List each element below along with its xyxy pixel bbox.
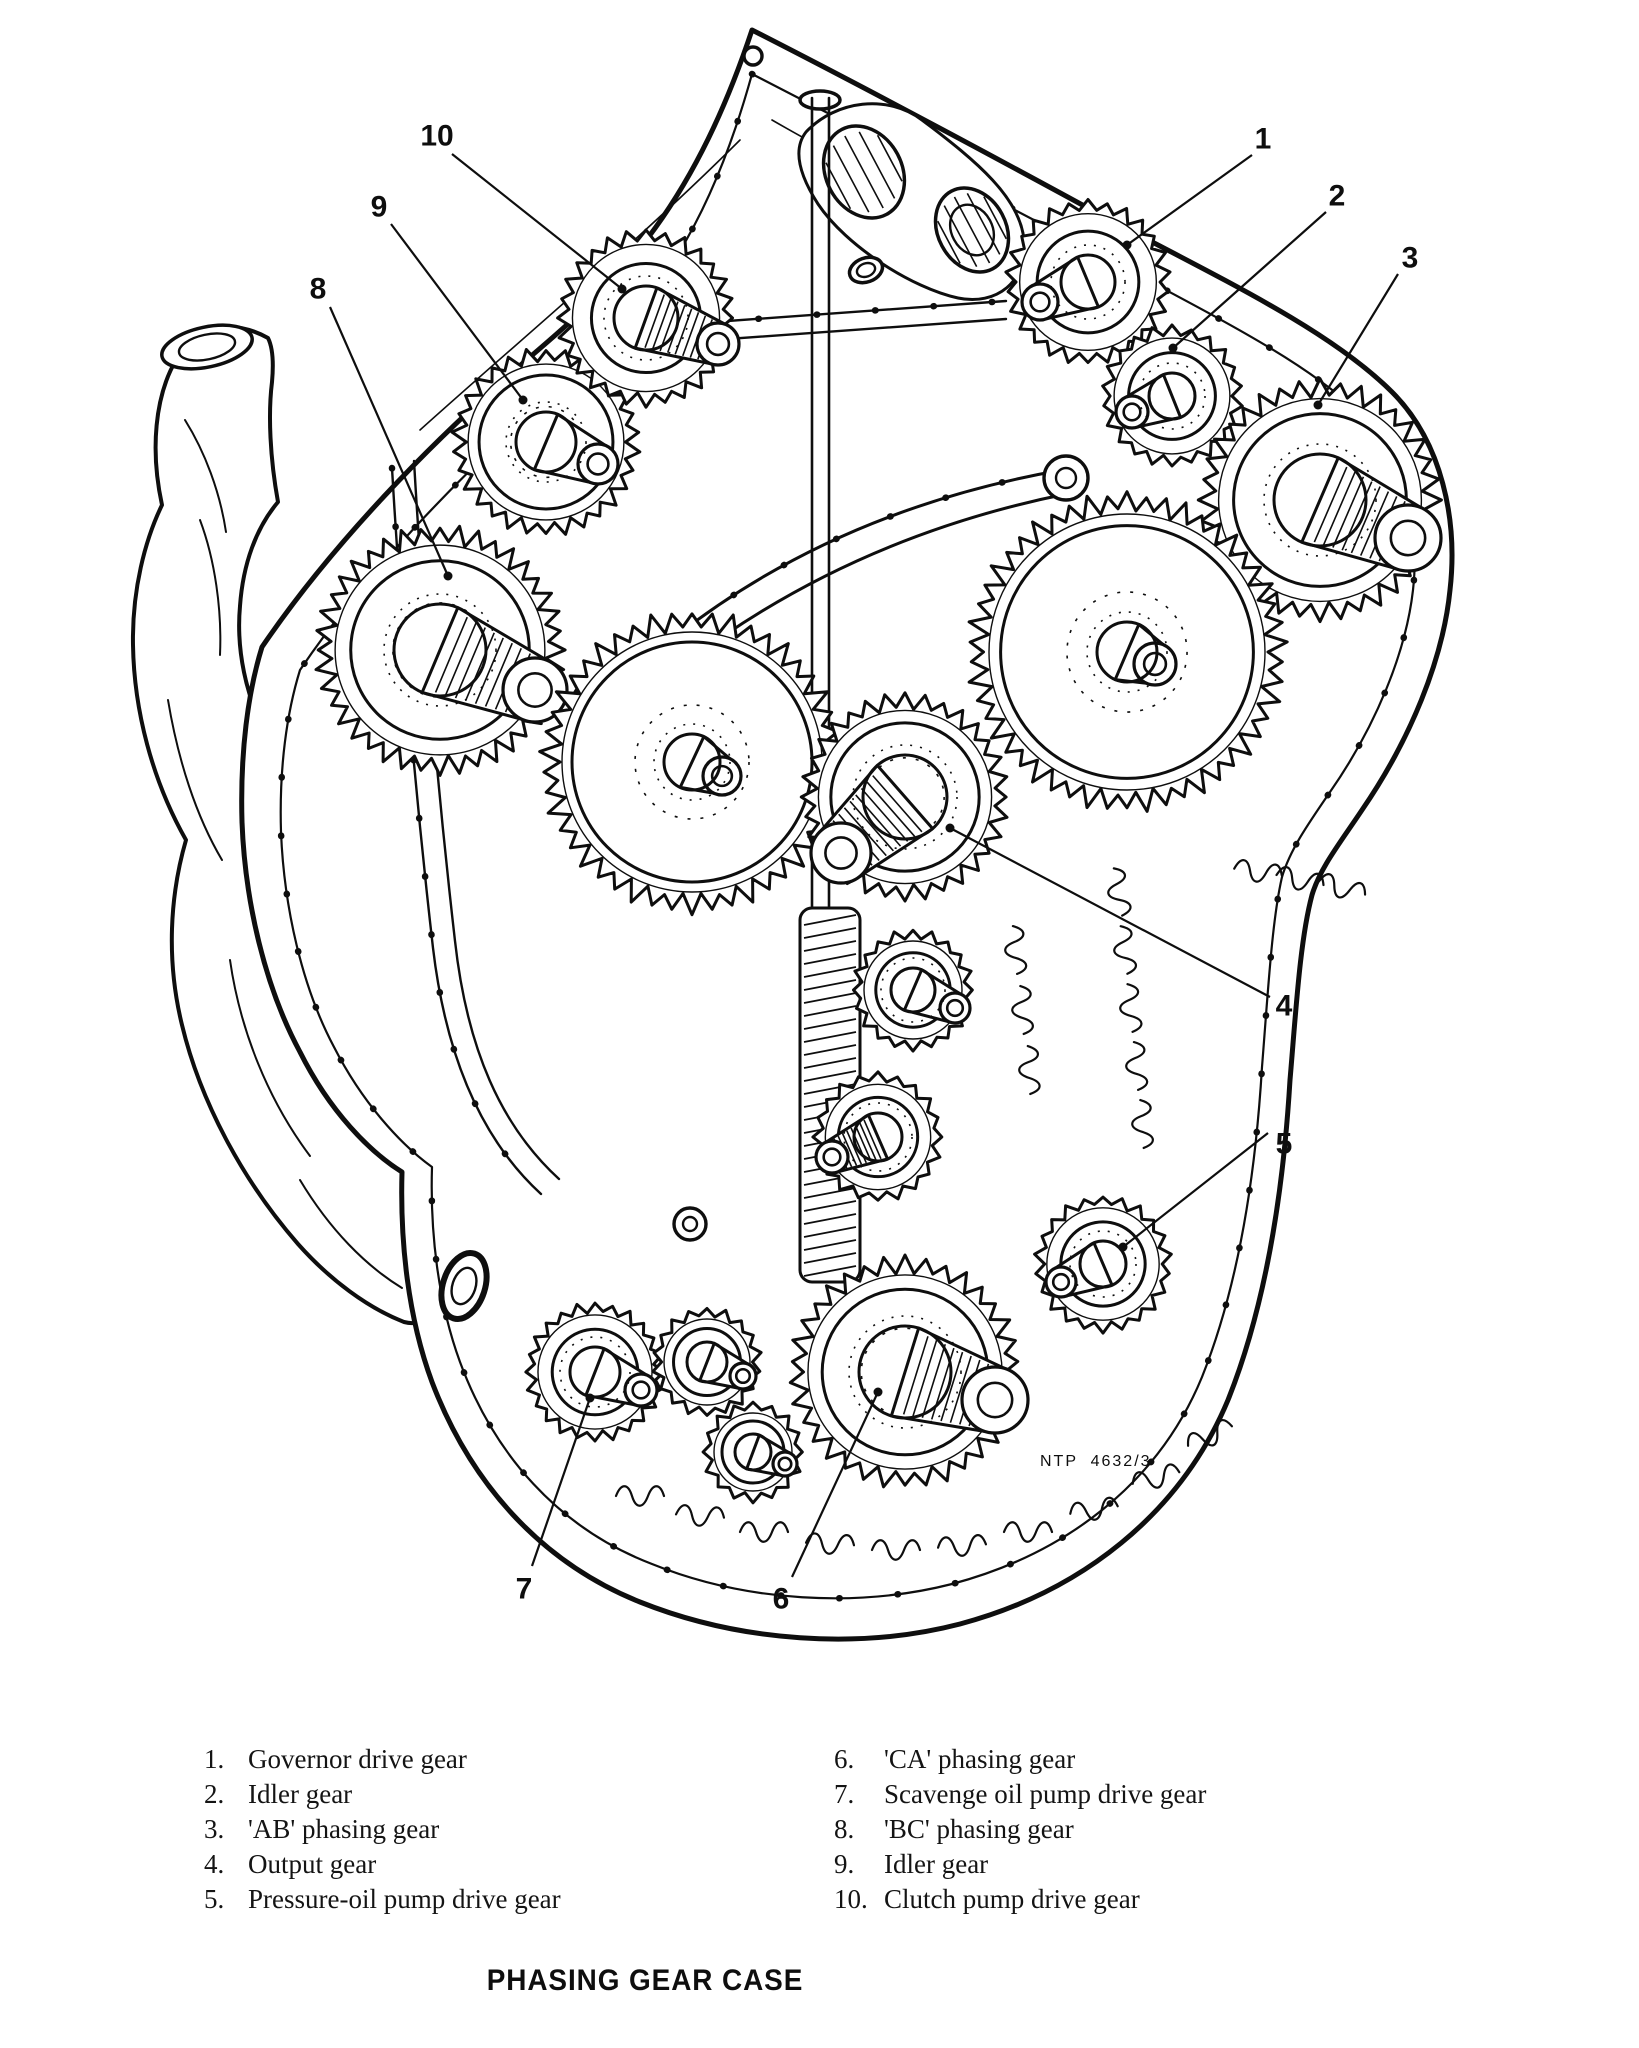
legend-item-number: 1. — [204, 1744, 225, 1774]
figure-title: PHASING GEAR CASE — [486, 1964, 804, 1997]
legend-column-right — [834, 1742, 1534, 1917]
legend-item-number: 5. — [204, 1884, 225, 1914]
callout-number-6: 6 — [772, 1582, 790, 1616]
callout-number-4: 4 — [1275, 989, 1293, 1023]
callout-number-9: 9 — [370, 190, 388, 224]
legend-item-label: Scavenge oil pump drive gear — [884, 1779, 1207, 1809]
legend-item-number: 3. — [204, 1814, 225, 1844]
legend-item-number: 10. — [834, 1884, 868, 1914]
legend-item-label: 'CA' phasing gear — [884, 1744, 1076, 1774]
legend-item-label: Idler gear — [248, 1779, 353, 1809]
legend-item — [204, 1742, 764, 1777]
legend-item — [834, 1742, 1534, 1777]
legend-item — [834, 1812, 1534, 1847]
eye-boss — [744, 47, 762, 65]
legend-item-label: Output gear — [248, 1849, 377, 1879]
callout-number-5: 5 — [1275, 1127, 1293, 1161]
legend-item-number: 9. — [834, 1849, 855, 1879]
eye-boss — [1044, 456, 1088, 500]
callout-number-8: 8 — [309, 272, 327, 306]
scavenge-oil-pump-drive-gear-7 — [526, 1303, 664, 1441]
legend-item-label: Pressure-oil pump drive gear — [248, 1884, 561, 1914]
callout-10 — [420, 120, 626, 294]
legend-item — [834, 1847, 1534, 1882]
legend-item — [204, 1847, 764, 1882]
legend-item-label: 'BC' phasing gear — [884, 1814, 1074, 1844]
callout-1 — [1123, 123, 1272, 250]
drawing-ref: NTP 4632/3 — [1040, 1453, 1152, 1470]
legend-item-number: 2. — [204, 1779, 225, 1809]
eye-boss — [674, 1208, 706, 1240]
legend-item — [834, 1882, 1534, 1917]
callout-number-7: 7 — [515, 1572, 533, 1606]
legend-item-number: 6. — [834, 1744, 855, 1774]
legend-item-number: 8. — [834, 1814, 855, 1844]
callout-number-3: 3 — [1401, 241, 1419, 275]
legend-column-left — [204, 1742, 764, 1917]
legend-item — [204, 1777, 764, 1812]
idler-gear-bottom-right — [703, 1402, 802, 1503]
legend-item — [204, 1882, 764, 1917]
legend-item-label: Governor drive gear — [248, 1744, 467, 1774]
output-gear-4 — [801, 693, 1007, 901]
callout-number-1: 1 — [1254, 122, 1272, 156]
legend-item-number: 7. — [834, 1779, 855, 1809]
callout-number-10: 10 — [420, 119, 454, 153]
callout-number-2: 2 — [1328, 179, 1346, 213]
casting-wave-mark — [1316, 872, 1368, 904]
legend-item — [834, 1777, 1534, 1812]
legend-item-label: Clutch pump drive gear — [884, 1884, 1140, 1914]
legend-item-number: 4. — [204, 1849, 225, 1879]
legend-item-label: Idler gear — [884, 1849, 989, 1879]
boss-ellipse — [800, 91, 840, 109]
legend-item — [204, 1812, 764, 1847]
legend-item-label: 'AB' phasing gear — [248, 1814, 440, 1844]
